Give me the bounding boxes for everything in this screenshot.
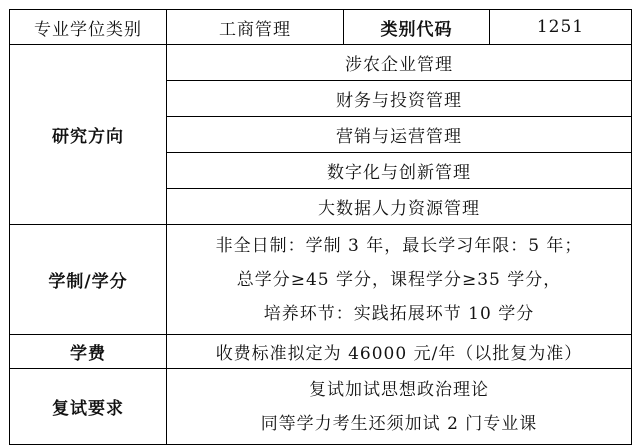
retest-line: 复试加试思想政治理论 [309,379,489,400]
category-row [10,10,632,45]
category-value: 工商管理 [167,10,344,45]
retest-line: 同等学力考生还须加试 2 门专业课 [260,413,538,434]
retest-details [167,369,632,445]
category-label: 专业学位类别 [10,10,167,45]
direction-item: 数字化与创新管理 [167,153,632,189]
system-label: 学制/学分 [10,225,167,335]
direction-row [10,45,632,81]
system-row [10,225,632,335]
program-info-table [9,9,632,445]
fee-value: 收费标准拟定为 46000 元/年（以批复为准） [167,335,632,369]
system-line: 培养环节：实践拓展环节 10 学分 [263,303,535,324]
direction-item: 大数据人力资源管理 [167,189,632,225]
system-details [167,225,632,335]
fee-row [10,335,632,369]
retest-label: 复试要求 [10,369,167,445]
system-line: 非全日制：学制 3 年，最长学习年限：5 年； [215,235,583,256]
direction-item: 营销与运营管理 [167,117,632,153]
direction-item: 涉农企业管理 [167,45,632,81]
code-label: 类别代码 [344,10,490,45]
direction-item: 财务与投资管理 [167,81,632,117]
code-value: 1251 [490,10,632,45]
system-line: 总学分≥45 学分，课程学分≥35 学分， [236,269,562,290]
retest-row [10,369,632,445]
fee-label: 学费 [10,335,167,369]
direction-label: 研究方向 [10,45,167,225]
